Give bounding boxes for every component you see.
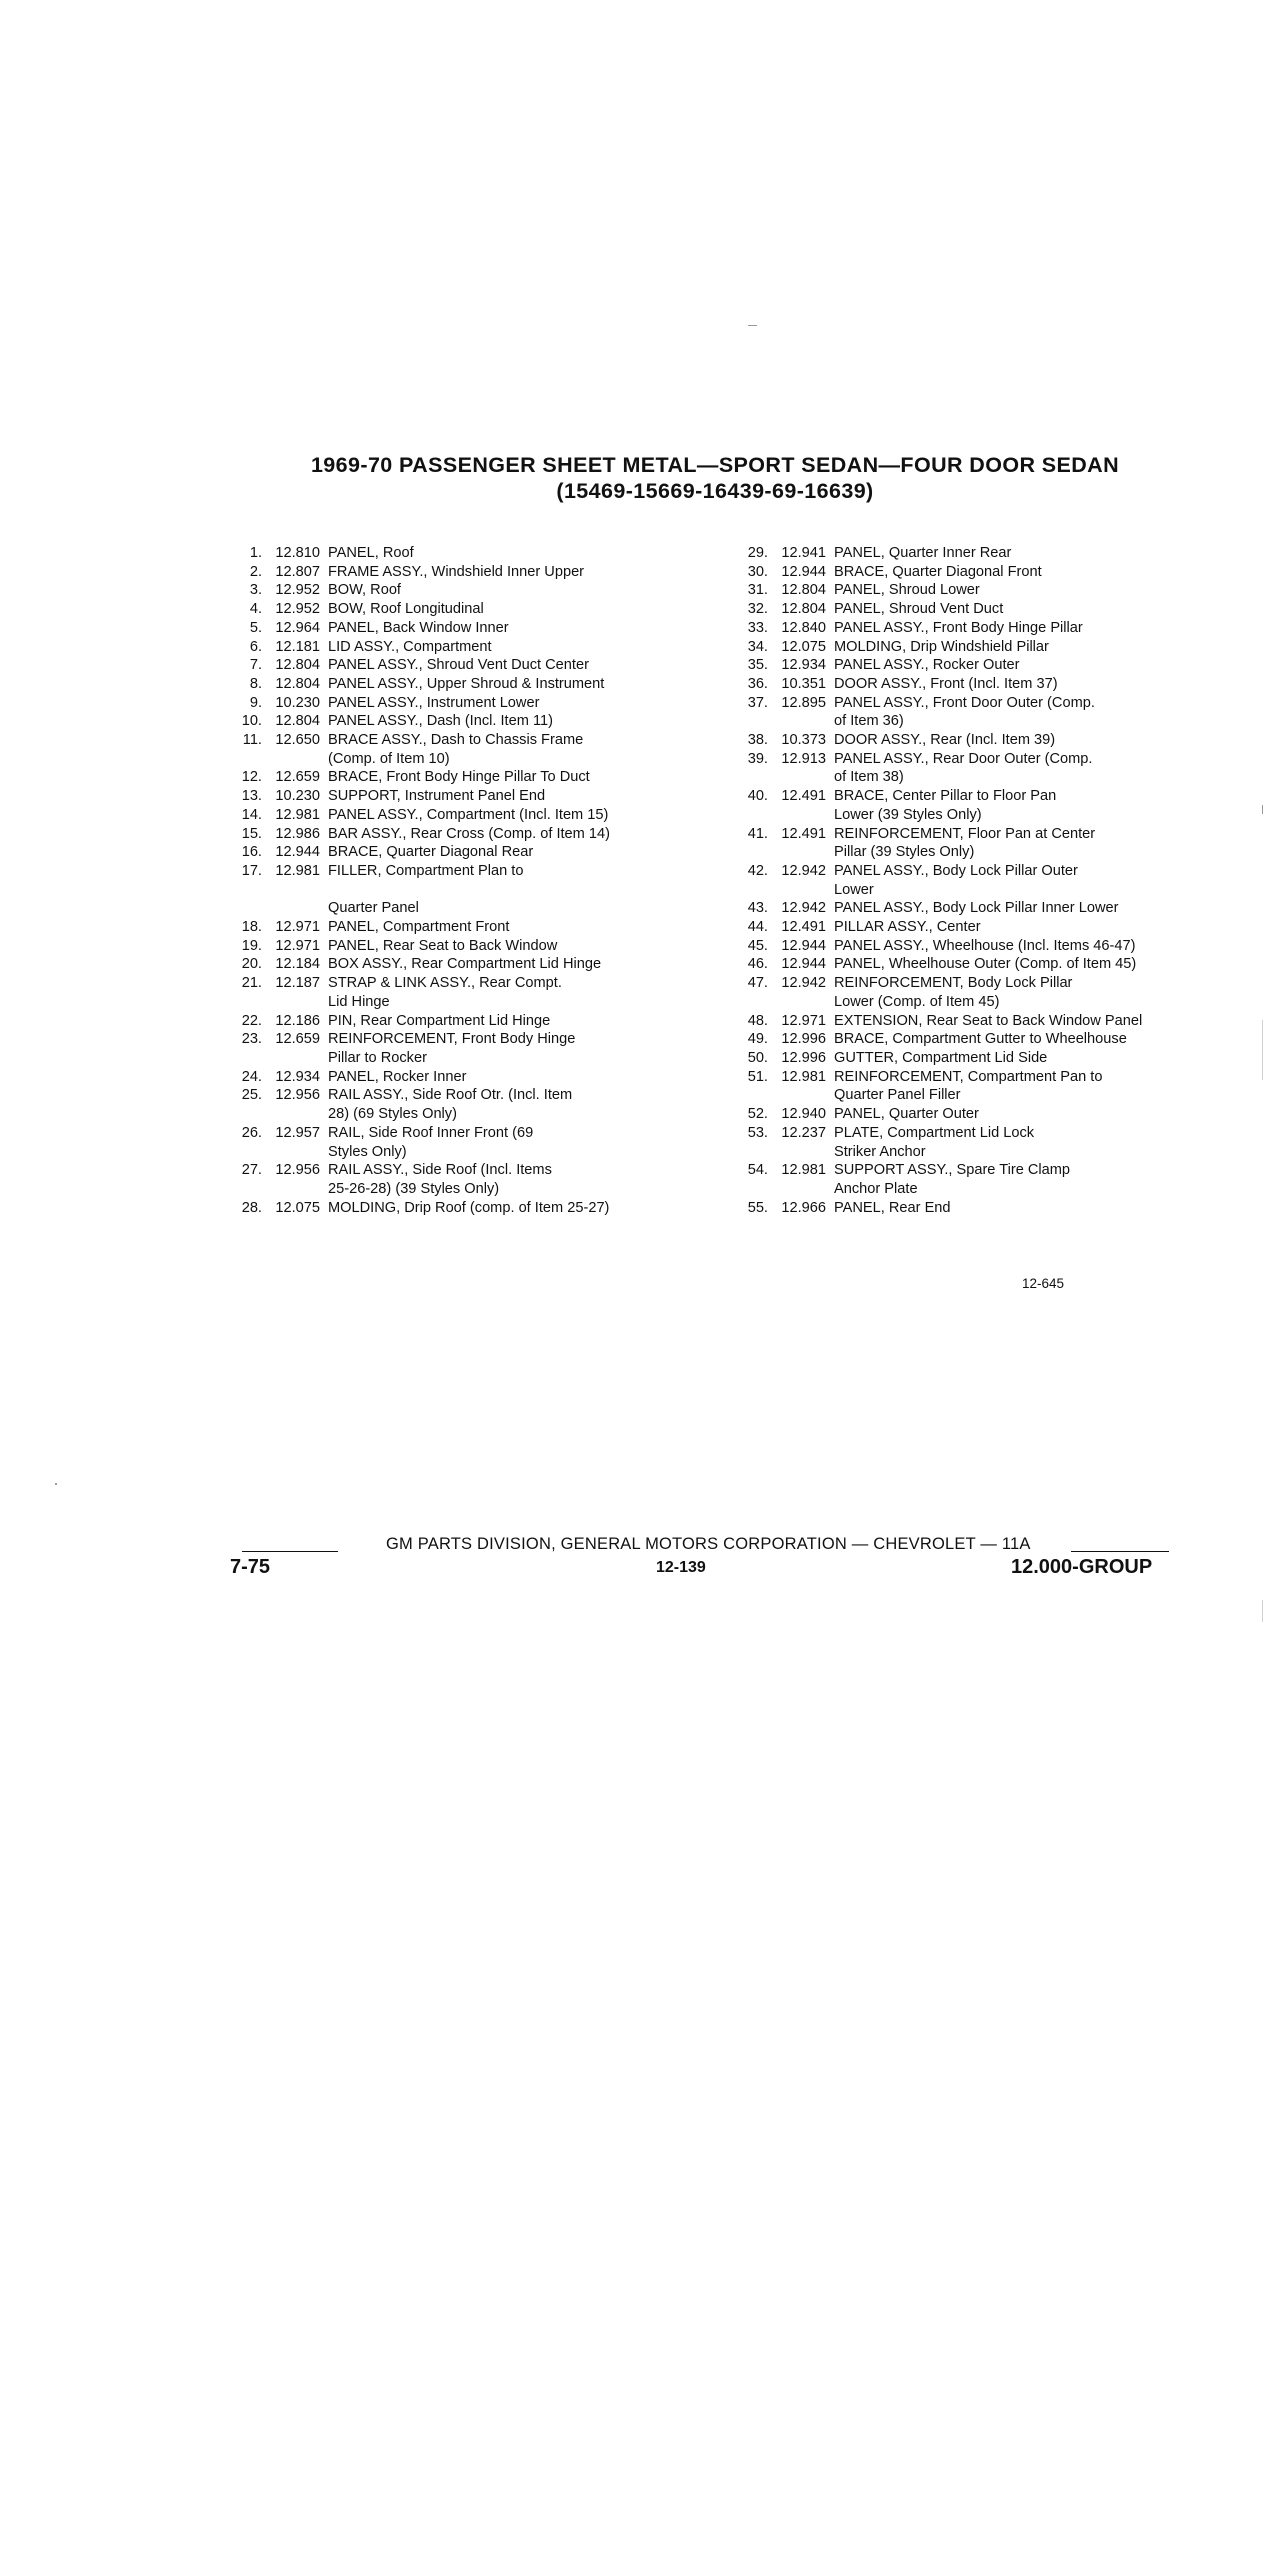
part-row: [222, 1124, 692, 1161]
part-group-code: 12.944: [781, 563, 826, 580]
footer-page-number: 12-139: [656, 1559, 706, 1576]
part-description: BRACE, Compartment Gutter to Wheelhouse: [834, 1031, 1127, 1048]
footer-date: 7-75: [230, 1556, 271, 1578]
part-row: [222, 768, 692, 787]
part-description: BOX ASSY., Rear Compartment Lid Hinge: [328, 956, 602, 973]
part-description: PANEL ASSY., Rear Door Outer (Comp. of Item 38): [834, 750, 1093, 786]
part-description: EXTENSION, Rear Seat to Back Window Panel: [834, 1012, 1143, 1029]
part-row: [728, 1161, 1208, 1198]
part-row: [222, 656, 692, 675]
part-description: PANEL, Roof: [328, 545, 414, 561]
part-row: [728, 955, 1208, 974]
part-row: [222, 1012, 692, 1031]
page-title: [240, 452, 1190, 504]
part-group-code: 10.351: [781, 675, 826, 692]
part-item-number: 6.: [249, 638, 262, 655]
part-item-number: 34.: [747, 638, 768, 655]
part-group-code: 12.971: [275, 937, 320, 954]
part-item-number: 12.: [241, 769, 262, 786]
part-group-code: 12.075: [275, 1199, 320, 1216]
part-description: PANEL, Shroud Lower: [834, 582, 980, 599]
part-row: [728, 581, 1208, 600]
part-description: PANEL, Compartment Front: [328, 919, 510, 936]
part-group-code: 12.491: [781, 825, 826, 842]
part-item-number: 11.: [242, 732, 262, 749]
part-description: LID ASSY., Compartment: [328, 638, 492, 655]
part-group-code: 12.934: [275, 1068, 320, 1085]
part-row: [728, 563, 1208, 582]
part-item-number: 24.: [241, 1068, 262, 1085]
part-item-number: 2.: [249, 563, 262, 580]
part-row: [222, 1030, 692, 1067]
scan-speck: [1262, 1600, 1263, 1622]
part-group-code: 10.373: [781, 732, 826, 749]
part-group-code: 12.807: [275, 563, 320, 580]
part-item-number: 19.: [241, 937, 262, 954]
part-row: [728, 787, 1208, 824]
part-item-number: 14.: [241, 806, 262, 823]
part-row: [222, 1161, 692, 1198]
part-group-code: 12.804: [275, 657, 320, 674]
part-group-code: 12.996: [781, 1049, 826, 1066]
part-description: PANEL, Rear Seat to Back Window: [328, 937, 558, 954]
part-description: PANEL ASSY., Body Lock Pillar Inner Lower: [834, 900, 1119, 917]
part-item-number: 55.: [747, 1199, 768, 1216]
part-description: BOW, Roof: [328, 582, 401, 599]
part-row: [222, 806, 692, 825]
part-row: [728, 974, 1208, 1011]
part-description: PANEL, Quarter Outer: [834, 1106, 979, 1123]
part-description: PANEL, Wheelhouse Outer (Comp. of Item 45): [834, 956, 1137, 973]
part-row: [222, 937, 692, 956]
part-description: FILLER, Compartment Plan to Quarter Panel: [328, 862, 524, 917]
part-description: FRAME ASSY., Windshield Inner Upper: [328, 563, 585, 580]
part-row: [222, 712, 692, 731]
part-item-number: 22.: [241, 1012, 262, 1029]
part-group-code: 12.895: [781, 694, 826, 711]
part-description: RAIL, Side Roof Inner Front (69 Styles Only): [328, 1124, 534, 1160]
part-description: REINFORCEMENT, Floor Pan at Center Pillar (39 Styles Only): [834, 825, 1096, 861]
part-description: MOLDING, Drip Windshield Pillar: [834, 638, 1049, 655]
part-row: [222, 974, 692, 1011]
part-item-number: 16.: [241, 844, 262, 861]
part-row: [728, 1049, 1208, 1068]
part-group-code: 12.981: [275, 806, 320, 823]
part-description: PANEL ASSY., Rocker Outer: [834, 657, 1020, 674]
part-item-number: 27.: [241, 1162, 262, 1179]
part-item-number: 43.: [747, 900, 768, 917]
part-description: PANEL ASSY., Front Body Hinge Pillar: [834, 619, 1083, 636]
part-row: [222, 694, 692, 713]
part-item-number: 20.: [241, 956, 262, 973]
part-item-number: 38.: [747, 732, 768, 749]
part-item-number: 4.: [249, 601, 262, 618]
part-row: [728, 1105, 1208, 1124]
part-item-number: 33.: [747, 619, 768, 636]
part-group-code: 12.971: [275, 919, 320, 936]
part-description: PLATE, Compartment Lid Lock Striker Anchor: [834, 1124, 1035, 1160]
part-group-code: 12.804: [275, 675, 320, 692]
part-row: [728, 1068, 1208, 1105]
part-description: BRACE, Front Body Hinge Pillar To Duct: [328, 769, 590, 786]
part-group-code: 12.966: [781, 1199, 826, 1216]
part-group-code: 12.944: [781, 937, 826, 954]
footer-rule-right: [1071, 1551, 1169, 1552]
part-group-code: 12.952: [275, 582, 320, 599]
part-group-code: 12.981: [781, 1162, 826, 1179]
part-item-number: 25.: [241, 1087, 262, 1104]
part-description: PILLAR ASSY., Center: [834, 919, 981, 936]
part-row: [222, 1086, 692, 1123]
part-item-number: 28.: [241, 1199, 262, 1216]
part-row: [222, 638, 692, 657]
part-item-number: 50.: [747, 1049, 768, 1066]
part-row: [728, 1199, 1208, 1218]
part-row: [222, 1068, 692, 1087]
part-row: [222, 581, 692, 600]
part-item-number: 40.: [747, 788, 768, 805]
part-group-code: 12.659: [275, 769, 320, 786]
part-item-number: 42.: [747, 862, 768, 879]
part-group-code: 12.986: [275, 825, 320, 842]
part-group-code: 10.230: [275, 788, 320, 805]
part-row: [222, 787, 692, 806]
part-row: [222, 731, 692, 768]
scan-speck: [1262, 1020, 1263, 1080]
part-description: GUTTER, Compartment Lid Side: [834, 1049, 1048, 1066]
part-item-number: 35.: [747, 657, 768, 674]
part-item-number: 18.: [241, 919, 262, 936]
part-item-number: 10.: [241, 713, 262, 730]
part-row: [728, 544, 1208, 563]
part-description: BOW, Roof Longitudinal: [328, 601, 484, 618]
part-row: [222, 619, 692, 638]
part-group-code: 12.934: [781, 657, 826, 674]
part-description: PANEL, Rear End: [834, 1199, 951, 1216]
part-item-number: 49.: [747, 1031, 768, 1048]
part-row: [728, 862, 1208, 899]
part-description: PANEL ASSY., Front Door Outer (Comp. of Item 36): [834, 694, 1095, 730]
part-group-code: 12.181: [275, 638, 320, 655]
part-description: PIN, Rear Compartment Lid Hinge: [328, 1012, 551, 1029]
part-item-number: 8.: [249, 675, 262, 692]
part-row: [728, 1124, 1208, 1161]
part-description: SUPPORT ASSY., Spare Tire Clamp Anchor Plate: [834, 1162, 1071, 1197]
part-item-number: 26.: [241, 1124, 262, 1141]
part-item-number: 51.: [747, 1068, 768, 1085]
part-item-number: 48.: [747, 1012, 768, 1029]
part-group-code: 12.913: [781, 750, 826, 767]
part-group-code: 12.952: [275, 601, 320, 618]
part-description: REINFORCEMENT, Compartment Pan to Quarter Panel Filler: [834, 1068, 1103, 1104]
part-row: [728, 937, 1208, 956]
part-group-code: 12.237: [781, 1124, 826, 1141]
part-group-code: 12.941: [781, 545, 826, 561]
part-group-code: 12.944: [275, 844, 320, 861]
part-description: BRACE, Quarter Diagonal Front: [834, 563, 1042, 580]
part-item-number: 7.: [249, 657, 262, 674]
part-item-number: 32.: [747, 601, 768, 618]
part-row: [728, 656, 1208, 675]
parts-list-left: [222, 544, 692, 1217]
part-description: PANEL ASSY., Upper Shroud & Instrument: [328, 675, 605, 692]
part-group-code: 10.230: [275, 694, 320, 711]
part-group-code: 12.944: [781, 956, 826, 973]
title-line-1: 1969-70 PASSENGER SHEET METAL—SPORT SEDAN—FOUR DOOR SEDAN: [310, 453, 1120, 477]
part-description: DOOR ASSY., Rear (Incl. Item 39): [834, 732, 1056, 749]
part-row: [728, 918, 1208, 937]
part-row: [222, 1199, 692, 1218]
part-group-code: 12.942: [781, 900, 826, 917]
part-description: RAIL ASSY., Side Roof (Incl. Items 25-26-28) (39 Styles Only): [328, 1162, 552, 1197]
part-description: PANEL, Rocker Inner: [328, 1068, 467, 1085]
part-item-number: 23.: [241, 1031, 262, 1048]
part-item-number: 17.: [241, 862, 262, 879]
part-row: [728, 638, 1208, 657]
part-row: [728, 731, 1208, 750]
part-group-code: 12.956: [275, 1162, 320, 1179]
part-item-number: 21.: [241, 975, 262, 992]
part-item-number: 30.: [747, 563, 768, 580]
footer-group: 12.000-GROUP: [1011, 1556, 1153, 1578]
part-row: [222, 918, 692, 937]
part-description: PANEL, Back Window Inner: [328, 619, 509, 636]
part-item-number: 3.: [249, 582, 262, 599]
part-item-number: 53.: [747, 1124, 768, 1141]
part-group-code: 12.184: [275, 956, 320, 973]
part-description: PANEL ASSY., Compartment (Incl. Item 15): [328, 806, 609, 823]
part-group-code: 12.940: [781, 1106, 826, 1123]
part-item-number: 1.: [249, 545, 262, 561]
part-group-code: 12.804: [781, 601, 826, 618]
part-item-number: 54.: [747, 1162, 768, 1179]
part-row: [222, 955, 692, 974]
part-item-number: 39.: [747, 750, 768, 767]
part-row: [222, 563, 692, 582]
part-group-code: 12.971: [781, 1012, 826, 1029]
part-item-number: 29.: [747, 545, 768, 561]
part-item-number: 45.: [747, 937, 768, 954]
part-row: [728, 750, 1208, 787]
part-row: [222, 843, 692, 862]
part-description: PANEL, Shroud Vent Duct: [834, 601, 1004, 618]
part-row: [222, 675, 692, 694]
part-group-code: 12.957: [275, 1124, 320, 1141]
part-description: REINFORCEMENT, Front Body Hinge Pillar to Rocker: [328, 1031, 576, 1066]
part-item-number: 37.: [747, 694, 768, 711]
part-row: [728, 899, 1208, 918]
part-group-code: 12.942: [781, 862, 826, 879]
part-group-code: 12.996: [781, 1031, 826, 1048]
part-description: DOOR ASSY., Front (Incl. Item 37): [834, 675, 1058, 692]
part-group-code: 12.491: [781, 788, 826, 805]
parts-list-right: [728, 544, 1208, 1217]
part-group-code: 12.942: [781, 975, 826, 992]
part-item-number: 47.: [747, 975, 768, 992]
part-row: [222, 862, 692, 918]
part-group-code: 12.981: [275, 862, 320, 879]
part-description: PANEL, Quarter Inner Rear: [834, 545, 1012, 561]
title-line-2: (15469-15669-16439-69-16639): [556, 479, 874, 503]
part-row: [728, 1030, 1208, 1049]
part-item-number: 36.: [747, 675, 768, 692]
part-row: [728, 619, 1208, 638]
part-item-number: 15.: [241, 825, 262, 842]
footer-rule-left: [242, 1551, 338, 1552]
part-group-code: 12.804: [781, 582, 826, 599]
part-item-number: 13.: [241, 788, 262, 805]
part-item-number: 31.: [747, 582, 768, 599]
part-description: BAR ASSY., Rear Cross (Comp. of Item 14): [328, 825, 610, 842]
part-description: REINFORCEMENT, Body Lock Pillar Lower (Comp. of Item 45): [834, 975, 1073, 1010]
part-group-code: 12.804: [275, 713, 320, 730]
part-group-code: 12.840: [781, 619, 826, 636]
part-item-number: 44.: [747, 919, 768, 936]
part-description: PANEL ASSY., Dash (Incl. Item 11): [328, 713, 553, 730]
part-group-code: 12.659: [275, 1031, 320, 1048]
part-description: SUPPORT, Instrument Panel End: [328, 788, 546, 805]
part-description: BRACE, Center Pillar to Floor Pan Lower (39 Styles Only): [834, 788, 1057, 823]
part-item-number: 46.: [747, 956, 768, 973]
part-description: MOLDING, Drip Roof (comp. of Item 25-27): [328, 1199, 610, 1216]
part-row: [728, 675, 1208, 694]
scan-speck: [748, 325, 757, 326]
part-item-number: 41.: [747, 825, 768, 842]
part-description: BRACE ASSY., Dash to Chassis Frame (Comp. of Item 10): [328, 732, 584, 767]
scan-speck: [1262, 805, 1263, 814]
part-description: PANEL ASSY., Wheelhouse (Incl. Items 46-47): [834, 937, 1136, 954]
part-row: [728, 600, 1208, 619]
part-group-code: 12.187: [275, 975, 320, 992]
part-description: PANEL ASSY., Instrument Lower: [328, 694, 540, 711]
part-group-code: 12.491: [781, 919, 826, 936]
part-group-code: 12.186: [275, 1012, 320, 1029]
part-group-code: 12.650: [275, 732, 320, 749]
scan-speck: [55, 1483, 57, 1485]
part-group-code: 12.981: [781, 1068, 826, 1085]
illustration-reference: 12-645: [1022, 1276, 1065, 1291]
part-item-number: 5.: [249, 619, 262, 636]
part-group-code: 12.810: [275, 545, 320, 561]
part-row: [222, 600, 692, 619]
part-description: STRAP & LINK ASSY., Rear Compt. Lid Hinge: [328, 975, 562, 1010]
part-description: BRACE, Quarter Diagonal Rear: [328, 844, 534, 861]
part-item-number: 52.: [747, 1106, 768, 1123]
part-row: [728, 694, 1208, 731]
part-row: [728, 1012, 1208, 1031]
part-description: PANEL ASSY., Body Lock Pillar Outer Lower: [834, 862, 1078, 898]
part-group-code: 12.075: [781, 638, 826, 655]
footer-caption: GM PARTS DIVISION, GENERAL MOTORS CORPORATION — CHEVROLET — 11A: [386, 1535, 1031, 1553]
part-item-number: 9.: [249, 694, 262, 711]
part-description: PANEL ASSY., Shroud Vent Duct Center: [328, 657, 589, 674]
part-group-code: 12.964: [275, 619, 320, 636]
part-row: [728, 825, 1208, 862]
part-row: [222, 825, 692, 844]
part-row: [222, 544, 692, 563]
part-group-code: 12.956: [275, 1087, 320, 1104]
part-description: RAIL ASSY., Side Roof Otr. (Incl. Item 28) (69 Styles Only): [328, 1087, 573, 1123]
